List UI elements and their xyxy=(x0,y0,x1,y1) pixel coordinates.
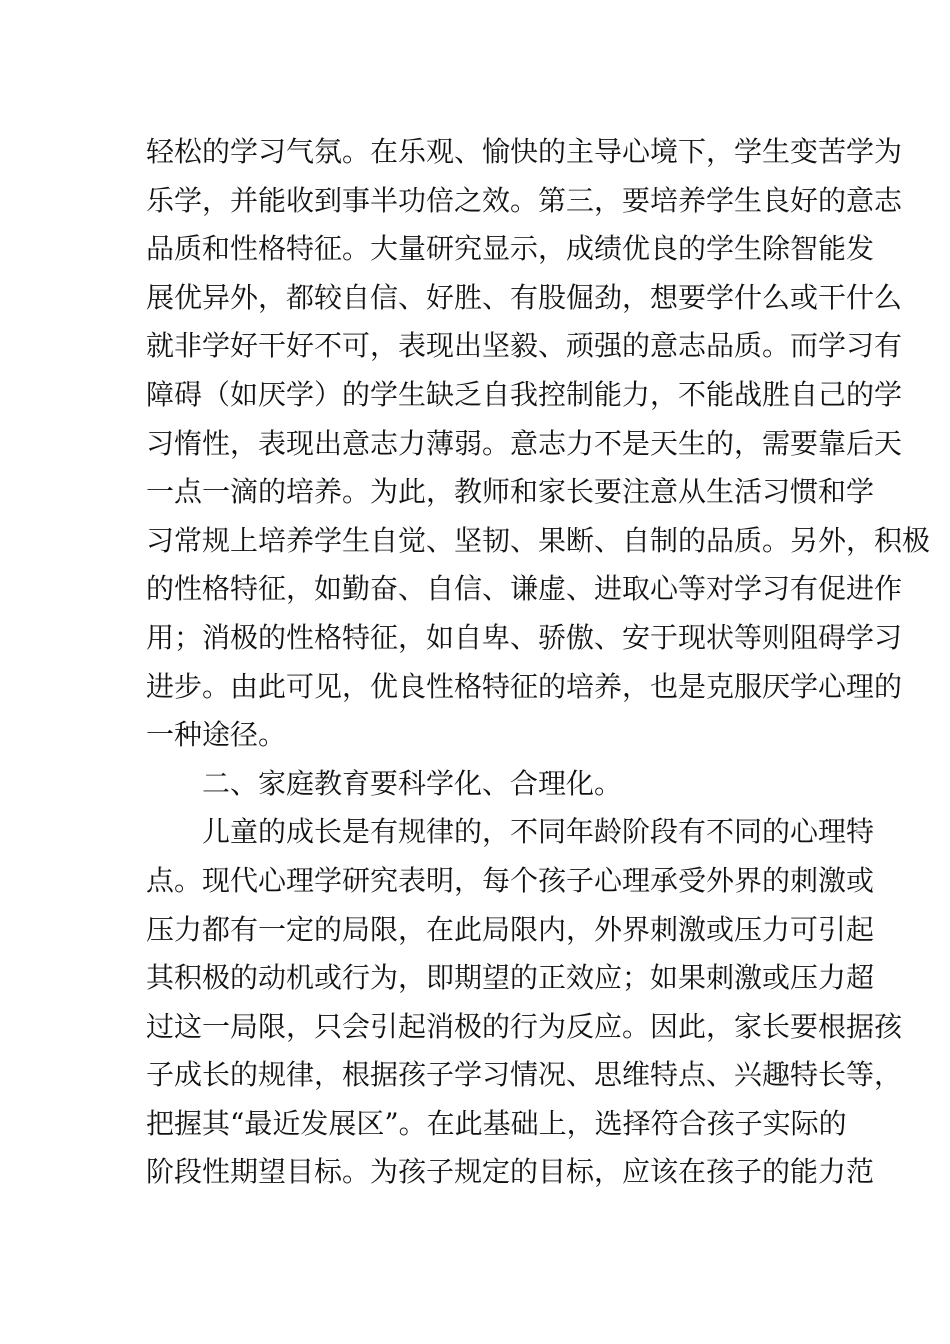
text-line: 用；消极的性格特征，如自卑、骄傲、安于现状等则阻碍学习 xyxy=(146,620,903,654)
text-line: 压力都有一定的局限，在此局限内，外界刺激或压力可引起 xyxy=(146,912,875,946)
body-text xyxy=(146,128,931,1197)
section-heading: 二、家庭教育要科学化、合理化。 xyxy=(202,766,623,800)
text-line: 的性格特征，如勤奋、自信、谦虚、进取心等对学习有促进作 xyxy=(146,572,903,606)
text-line: 把握其“最近发展区”。在此基础上，选择符合孩子实际的 xyxy=(146,1106,847,1140)
text-line: 进步。由此可见，优良性格特征的培养，也是克服厌学心理的 xyxy=(146,669,903,703)
text-line: 习常规上培养学生自觉、坚韧、果断、自制的品质。另外，积极 xyxy=(146,523,931,557)
text-line: 障碍（如厌学）的学生缺乏自我控制能力，不能战胜自己的学 xyxy=(146,377,903,411)
text-line: 习惰性，表现出意志力薄弱。意志力不是天生的，需要靠后天 xyxy=(146,426,903,460)
text-line: 过这一局限，只会引起消极的行为反应。因此，家长要根据孩 xyxy=(146,1009,903,1043)
paragraph-end-line: 一种途径。 xyxy=(146,718,287,752)
text-line: 点。现代心理学研究表明，每个孩子心理承受外界的刺激或 xyxy=(146,863,875,897)
text-line: 阶段性期望目标。为孩子规定的目标，应该在孩子的能力范 xyxy=(146,1155,875,1189)
paragraph-first-line: 儿童的成长是有规律的，不同年龄阶段有不同的心理特 xyxy=(202,815,875,849)
text-line: 乐学，并能收到事半功倍之效。第三，要培养学生良好的意志 xyxy=(146,183,903,217)
text-line: 一点一滴的培养。为此，教师和家长要注意从生活习惯和学 xyxy=(146,475,875,509)
text-line: 就非学好干好不可，表现出坚毅、顽强的意志品质。而学习有 xyxy=(146,329,903,363)
text-line: 品质和性格特征。大量研究显示，成绩优良的学生除智能发 xyxy=(146,232,875,266)
text-line: 其积极的动机或行为，即期望的正效应；如果刺激或压力超 xyxy=(146,961,875,995)
text-line: 轻松的学习气氛。在乐观、愉快的主导心境下，学生变苦学为 xyxy=(146,135,903,168)
text-line: 子成长的规律，根据孩子学习情况、思维特点、兴趣特长等， xyxy=(146,1058,903,1092)
text-line: 展优异外，都较自信、好胜、有股倔劲，想要学什么或干什么 xyxy=(146,280,903,314)
